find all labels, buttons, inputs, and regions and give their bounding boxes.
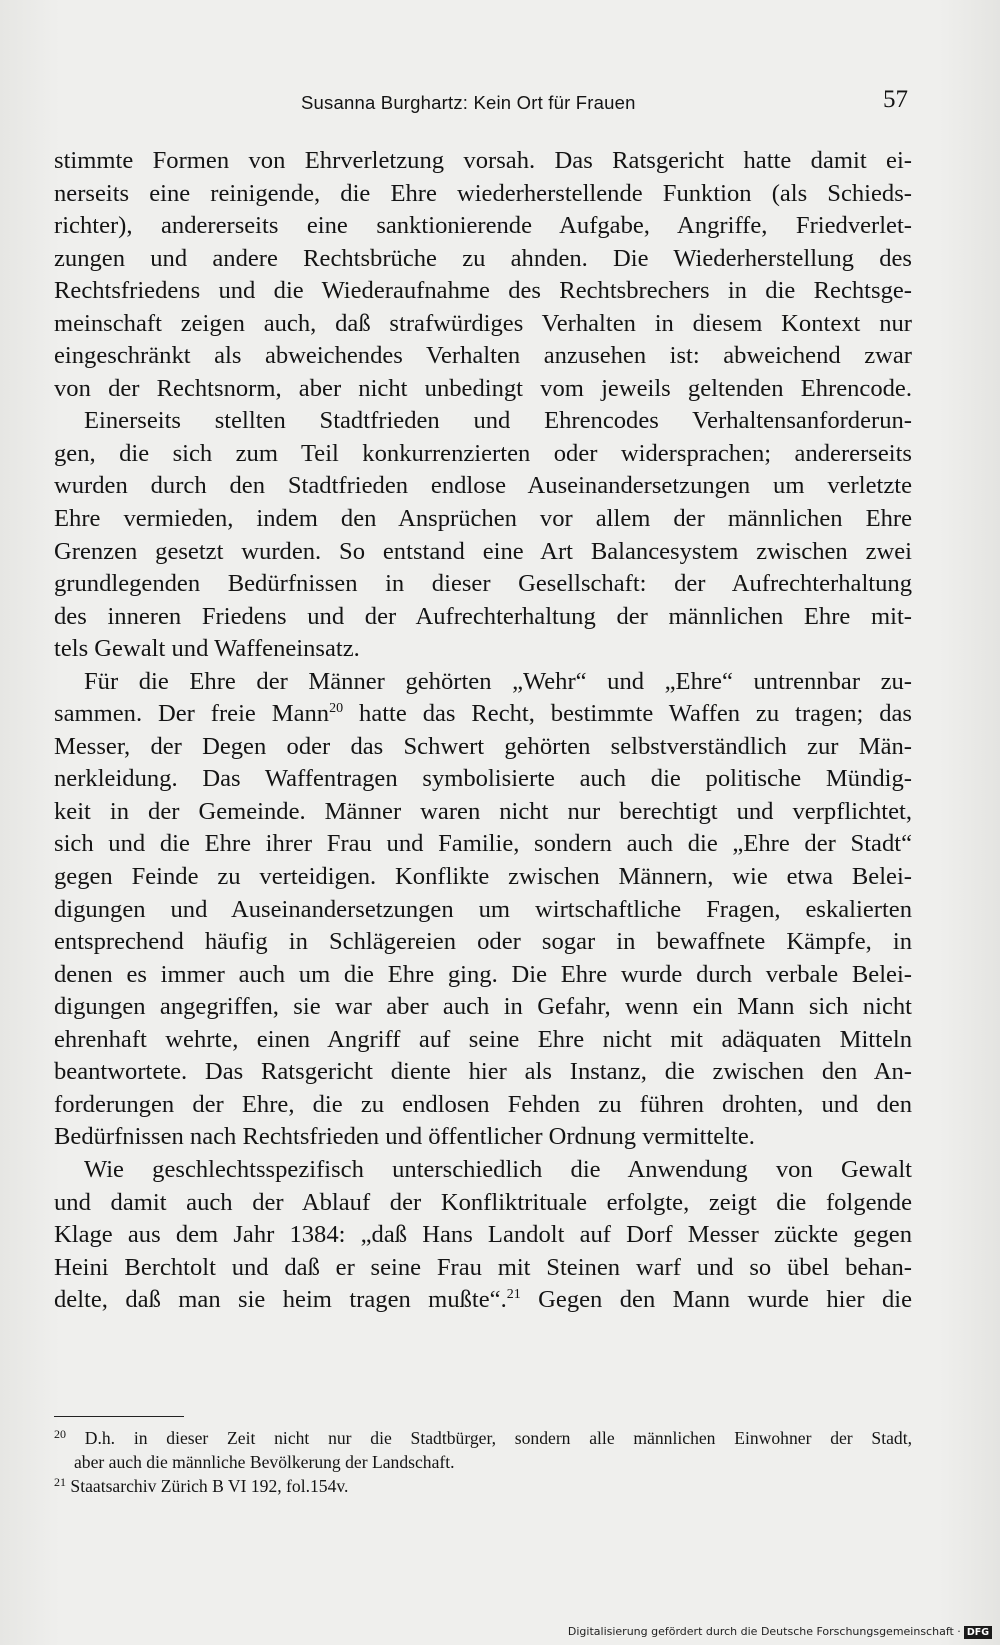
dfg-logo: DFG — [964, 1626, 992, 1639]
text-line: tels Gewalt und Waffeneinsatz. — [54, 635, 360, 663]
text-line: zungen und andere Rechtsbrüche zu ahnden. Die Wiederherstellung des — [54, 244, 912, 272]
text-line: ehrenhaft wehrte, einen Angriff auf seine Ehre nicht mit adäquaten Mitteln — [54, 1025, 912, 1053]
text-line: Für die Ehre der Männer gehörten „Wehr“ und „Ehre“ untrennbar zu- — [84, 667, 912, 695]
footnote-line: aber auch die männliche Bevölkerung der Landschaft. — [74, 1452, 455, 1472]
text-line: digungen angegriffen, sie war aber auch in Gefahr, wenn ein Mann sich nicht — [54, 993, 912, 1021]
text-fragment: Gegen den Mann wurde hier die — [538, 1286, 913, 1314]
text-line: Ehre vermieden, indem den Ansprüchen vor allem der männlichen Ehre — [54, 505, 912, 533]
text-line: richter), andererseits eine sanktionierende Aufgabe, Angriffe, Friedverlet- — [54, 212, 912, 240]
text-line — [54, 698, 912, 731]
footnote-number: 20 — [54, 1427, 66, 1441]
text-fragment: hatte das Recht, bestimmte Waffen zu tragen; das — [359, 700, 913, 728]
text-line: meinschaft zeigen auch, daß strafwürdiges Verhalten in diesem Kontext nur — [54, 309, 912, 337]
footnote-ref: 21 — [506, 1287, 521, 1303]
text-fragment: sammen. Der freie Mann — [54, 700, 330, 728]
page-number: 57 — [883, 86, 908, 113]
text-line: keit in der Gemeinde. Männer waren nicht nur berechtigt und verpflichtet, — [54, 797, 912, 825]
text-line: digungen und Auseinandersetzungen um wirtschaftliche Fragen, eskalierten — [54, 895, 912, 923]
text-line: Klage aus dem Jahr 1384: „daß Hans Landolt auf Dorf Messer zückte gegen — [54, 1221, 912, 1249]
credit-text: Digitalisierung gefördert durch die Deutsche Forschungsgemeinschaft · — [567, 1625, 961, 1638]
text-line: forderungen der Ehre, die zu endlosen Fehden zu führen drohten, und den — [54, 1090, 912, 1118]
text-line: beantwortete. Das Ratsgericht diente hier als Instanz, die zwischen den An- — [54, 1058, 912, 1086]
text-line: Rechtsfriedens und die Wiederaufnahme des Rechtsbrechers in die Rechtsge- — [54, 277, 912, 305]
footnote-text: Staatsarchiv Zürich B VI 192, fol.154v. — [70, 1476, 349, 1496]
text-line: Heini Berchtolt und daß er seine Frau mit Steinen warf und so übel behan- — [54, 1253, 912, 1281]
running-head: Susanna Burghartz: Kein Ort für Frauen — [301, 92, 636, 113]
footnote-line — [54, 1474, 912, 1498]
text-fragment: delte, daß man sie heim tragen mußte“. — [54, 1286, 507, 1314]
text-line: Wie geschlechtsspezifisch unterschiedlich die Anwendung von Gewalt — [84, 1155, 912, 1183]
text-line: Messer, der Degen oder das Schwert gehörten selbstverständlich zur Män- — [54, 732, 912, 760]
footnote-number: 21 — [54, 1475, 66, 1489]
text-line: entsprechend häufig in Schlägereien oder sogar in bewaffnete Kämpfe, in — [54, 928, 912, 956]
digitization-credit — [568, 1625, 992, 1639]
text-line: nerkleidung. Das Waffentragen symbolisierte auch die politische Mündig- — [54, 765, 912, 793]
text-line: sich und die Ehre ihrer Frau und Familie, sondern auch die „Ehre der Stadt“ — [54, 830, 912, 858]
body-text — [54, 145, 912, 1317]
footnotes — [54, 1426, 912, 1498]
page-header — [0, 86, 1000, 120]
text-line: des inneren Friedens und der Aufrechterhaltung der männlichen Ehre mit- — [54, 602, 912, 630]
text-line: eingeschränkt als abweichendes Verhalten anzusehen ist: abweichend zwar — [54, 342, 912, 370]
footnote-ref: 20 — [329, 701, 344, 717]
text-line: gegen Feinde zu verteidigen. Konflikte zwischen Männern, wie etwa Belei- — [54, 863, 912, 891]
text-line: grundlegenden Bedürfnissen in dieser Gesellschaft: der Aufrechterhaltung — [54, 570, 912, 598]
footnote-text: D.h. in dieser Zeit nicht nur die Stadtbürger, sondern alle männlichen Einwohner der Stadt, — [84, 1428, 912, 1448]
text-line: von der Rechtsnorm, aber nicht unbedingt vom jeweils geltenden Ehrencode. — [54, 374, 912, 402]
text-line: gen, die sich zum Teil konkurrenzierten oder widersprachen; andererseits — [54, 439, 912, 467]
text-line — [54, 1284, 912, 1317]
text-line: nerseits eine reinigende, die Ehre wiederherstellende Funktion (als Schieds- — [54, 179, 912, 207]
footnote-line — [54, 1426, 912, 1450]
text-line: Einerseits stellten Stadtfrieden und Ehrencodes Verhaltensanforderun- — [84, 407, 912, 435]
text-line: wurden durch den Stadtfrieden endlose Auseinandersetzungen um verletzte — [54, 472, 912, 500]
text-line: denen es immer auch um die Ehre ging. Die Ehre wurde durch verbale Belei- — [54, 960, 912, 988]
text-line: stimmte Formen von Ehrverletzung vorsah. Das Ratsgericht hatte damit ei- — [54, 147, 912, 174]
text-line: Bedürfnissen nach Rechtsfrieden und öffentlicher Ordnung vermittelte. — [54, 1123, 755, 1151]
text-line: Grenzen gesetzt wurden. So entstand eine Art Balancesystem zwischen zwei — [54, 537, 912, 565]
text-line: und damit auch der Ablauf der Konfliktrituale erfolgte, zeigt die folgende — [54, 1188, 912, 1216]
footnote-divider — [54, 1416, 184, 1417]
